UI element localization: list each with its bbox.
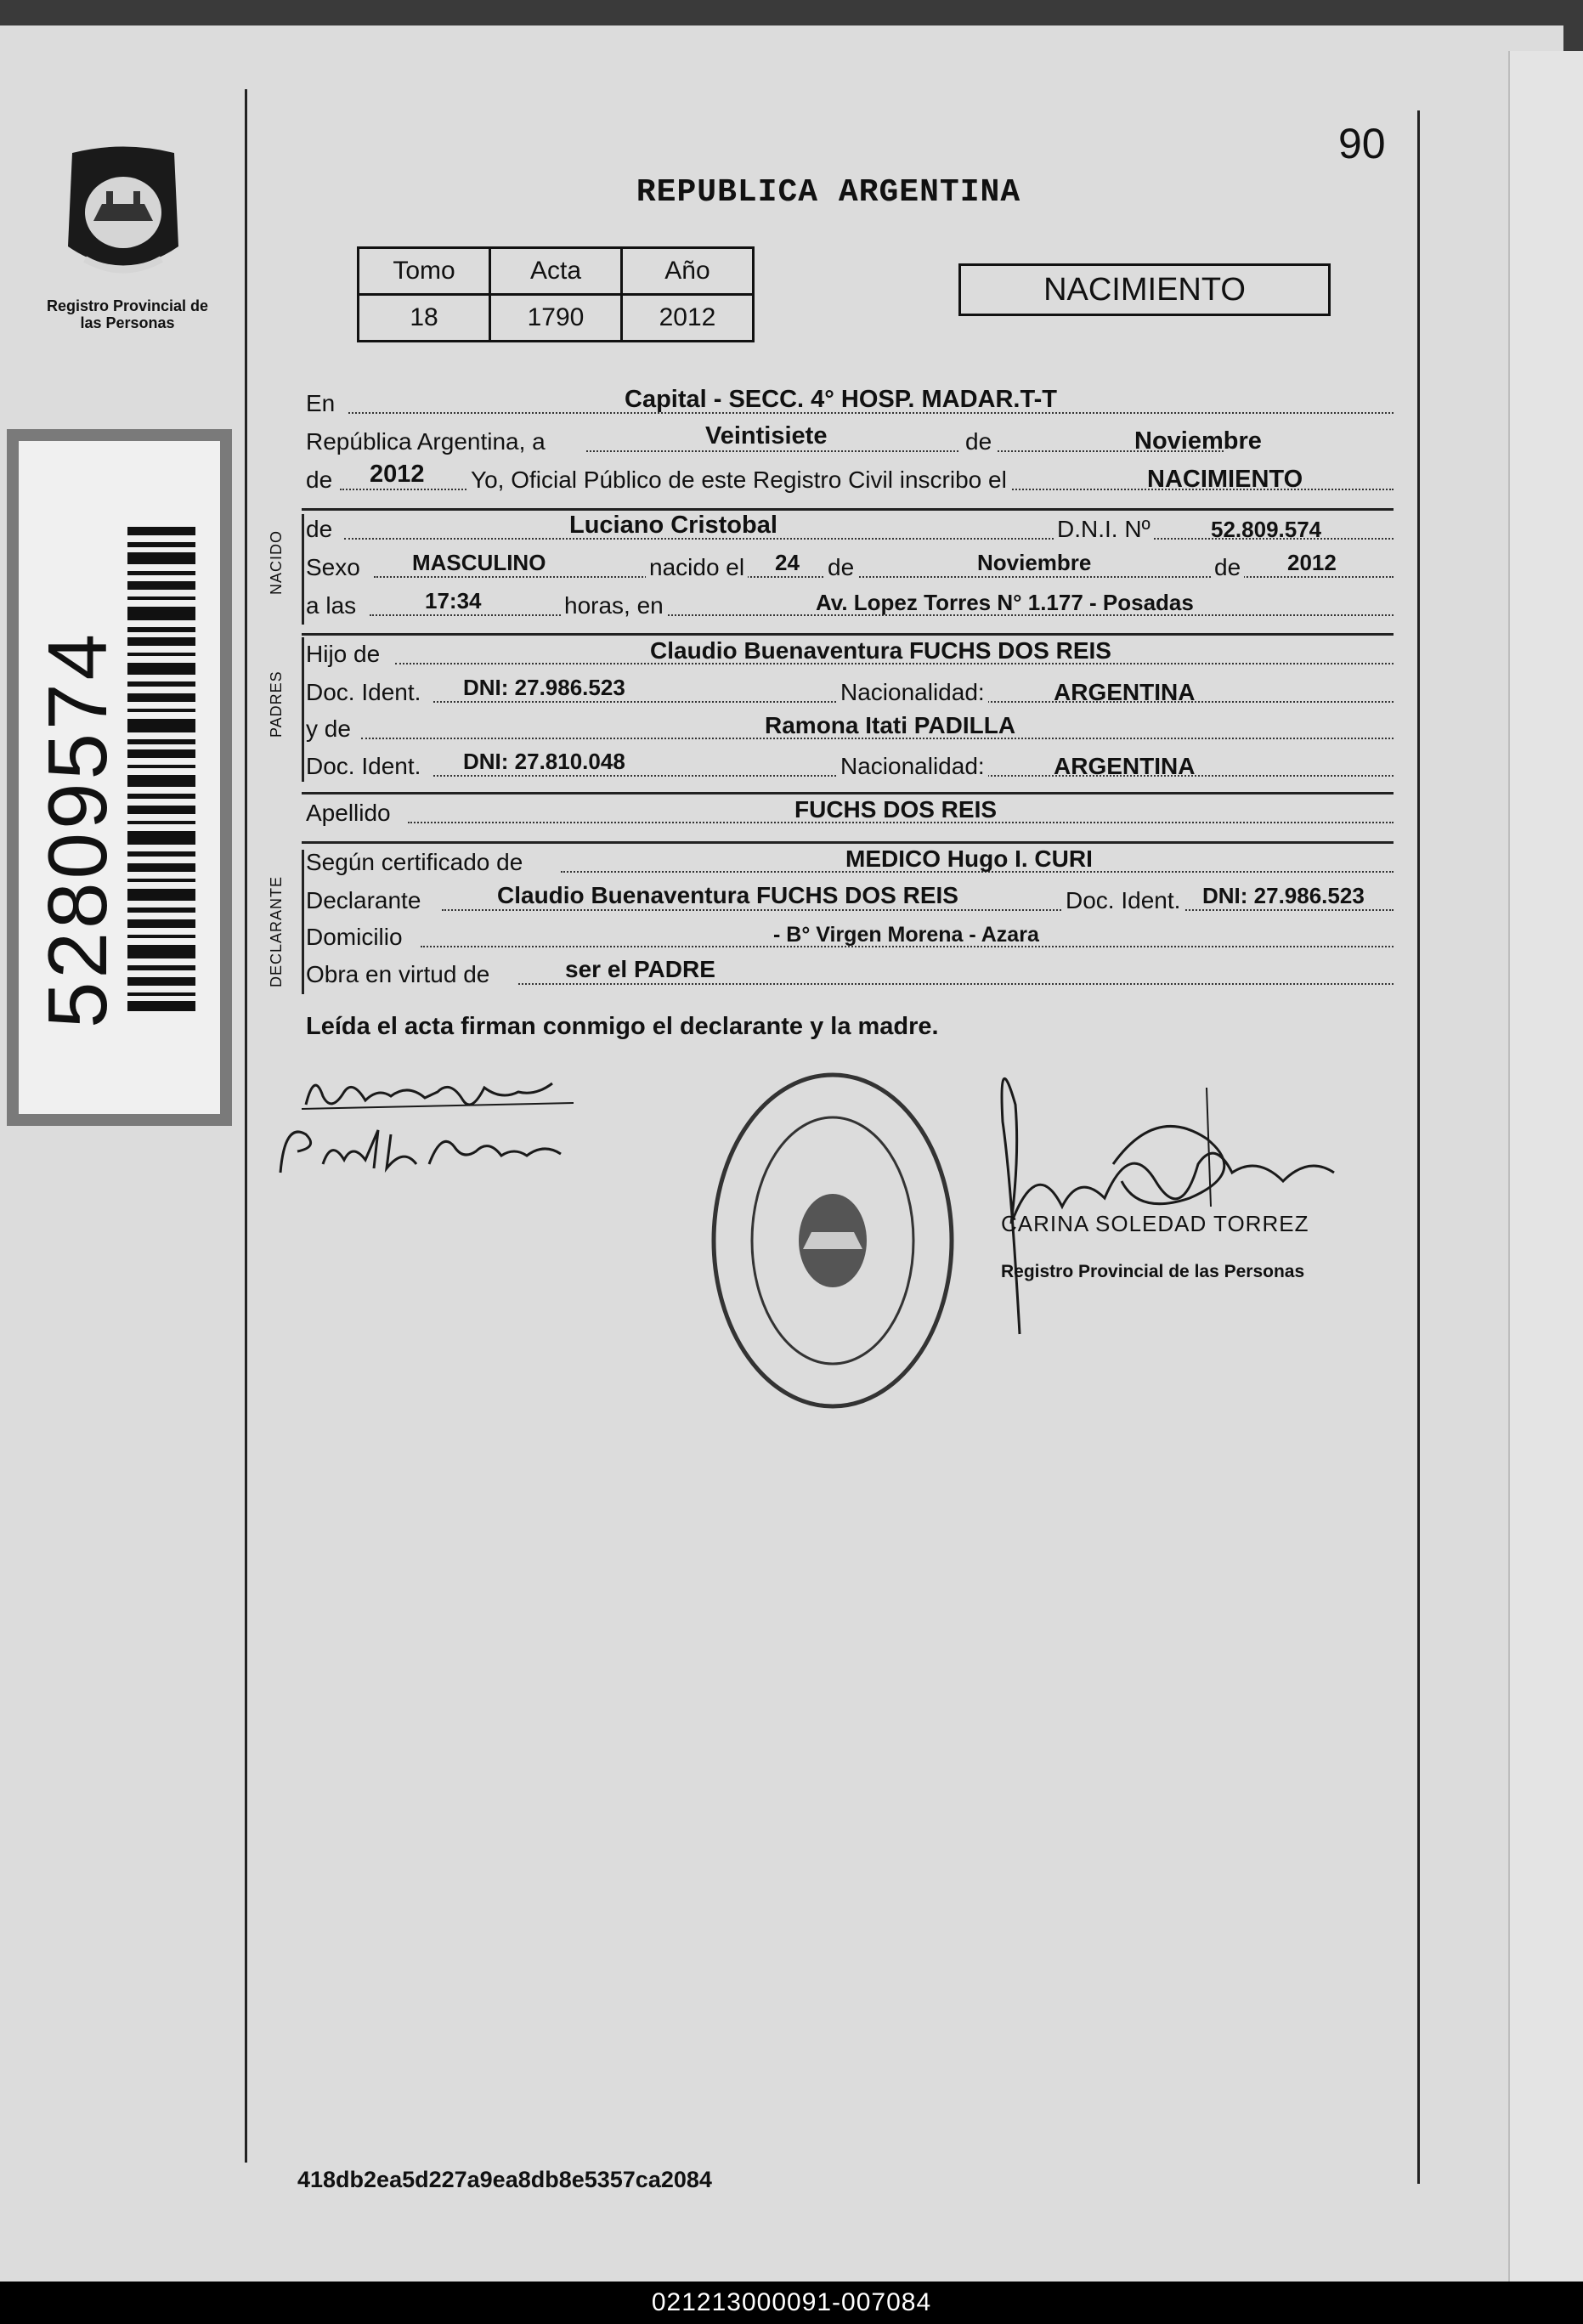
form-row-declarante (306, 884, 1394, 918)
header-ano: Año (622, 248, 754, 295)
label-cert: Según certificado de (306, 849, 523, 875)
sticker-number: 52809574 (31, 630, 124, 1028)
form-row-father (306, 637, 1394, 671)
value-birth-year: 2012 (1287, 550, 1337, 575)
value-birth-month: Noviembre (977, 550, 1092, 575)
form-row-date (306, 422, 1394, 459)
label-domicilio: Domicilio (306, 924, 403, 950)
value-father-nat: ARGENTINA (1054, 679, 1196, 705)
label-de: de (960, 428, 997, 455)
right-margin-line (1417, 110, 1420, 2184)
value-name: Luciano Cristobal (569, 512, 777, 539)
value-tomo: 18 (359, 295, 490, 342)
form-row-domicilio (306, 920, 1394, 954)
value-year: 2012 (370, 461, 425, 488)
header-tomo: Tomo (359, 248, 490, 295)
value-declarante: Claudio Buenaventura FUCHS DOS REIS (497, 882, 958, 908)
closing-text: Leída el acta firman conmigo el declarante y la madre. (306, 1013, 939, 1040)
label-horas: horas, en (561, 592, 667, 619)
value-act: NACIMIENTO (1147, 466, 1303, 493)
form-row-father-doc (306, 676, 1394, 710)
value-birth-day: 24 (775, 550, 800, 575)
label-en: En (306, 390, 336, 416)
label-oficial: Yo, Oficial Público de este Registro Civil inscribo el (467, 466, 1010, 494)
form-row-time (306, 589, 1394, 623)
label-de-birth2: de (1211, 554, 1244, 581)
value-mother-doc: DNI: 27.810.048 (463, 749, 625, 774)
label-hijo: Hijo de (306, 641, 381, 667)
value-month: Noviembre (1134, 427, 1262, 455)
value-father-doc: DNI: 27.986.523 (463, 675, 625, 700)
registrar-signature (986, 1054, 1343, 1347)
label-de-year: de (306, 466, 333, 493)
value-cert: MEDICO Hugo I. CURI (845, 845, 1093, 872)
form-row-name (306, 512, 1394, 546)
label-nat-mother: Nacionalidad: (837, 753, 988, 780)
divider (302, 508, 1394, 511)
label-sexo: Sexo (306, 554, 360, 580)
label-alas: a las (306, 592, 357, 619)
value-mother-nat: ARGENTINA (1054, 753, 1196, 779)
label-yde: y de (306, 715, 351, 742)
label-name: de (306, 516, 333, 542)
record-type-box: NACIMIENTO (958, 263, 1331, 316)
value-birthplace: Av. Lopez Torres N° 1.177 - Posadas (816, 590, 1194, 615)
value-time: 17:34 (425, 588, 482, 614)
page-edge (1508, 51, 1583, 2282)
label-declarante: Declarante (306, 887, 421, 913)
section-label-nacido: NACIDO (268, 529, 285, 595)
divider (302, 792, 1394, 794)
form-row-mother-doc (306, 749, 1394, 783)
value-acta: 1790 (490, 295, 622, 342)
document-title: REPUBLICA ARGENTINA (636, 174, 1021, 211)
value-apellido: FUCHS DOS REIS (794, 796, 998, 823)
value-father: Claudio Buenaventura FUCHS DOS REIS (650, 637, 1111, 664)
form-row-place (306, 387, 1394, 421)
barcode-icon (127, 527, 195, 1011)
value-mother: Ramona Itati PADILLA (765, 712, 1016, 738)
form-row-year (306, 463, 1394, 497)
section-label-declarante: DECLARANTE (268, 875, 285, 987)
value-day: Veintisiete (705, 422, 828, 450)
signer-name: CARINA SOLEDAD TORREZ (1001, 1211, 1309, 1236)
form-row-mother (306, 712, 1394, 746)
value-sexo: MASCULINO (412, 550, 546, 575)
section-bar (302, 850, 304, 994)
label-doc-mother: Doc. Ident. (306, 753, 421, 779)
value-domicilio: - B° Virgen Morena - Azara (773, 923, 1039, 947)
label-doc-father: Doc. Ident. (306, 679, 421, 705)
section-bar (302, 514, 304, 625)
header-acta: Acta (490, 248, 622, 295)
form-row-cert (306, 845, 1394, 879)
province-seal-icon (59, 144, 187, 289)
section-label-padres: PADRES (268, 670, 285, 738)
label-nacido: nacido el (646, 554, 748, 581)
label-obra: Obra en virtud de (306, 961, 490, 987)
value-ano: 2012 (622, 295, 754, 342)
label-apellido: Apellido (306, 800, 391, 826)
label-doc-declarante: Doc. Ident. (1062, 887, 1184, 914)
footer-code: 021213000091-007084 (651, 2288, 932, 2316)
value-dni: 52.809.574 (1211, 517, 1322, 542)
form-row-apellido (306, 796, 1394, 830)
value-obra: ser el PADRE (565, 956, 715, 982)
mother-signature (272, 1113, 569, 1185)
divider (302, 633, 1394, 636)
label-de-birth: de (824, 554, 857, 581)
label-nat-father: Nacionalidad: (837, 679, 988, 706)
value-declarante-doc: DNI: 27.986.523 (1202, 883, 1365, 908)
section-bar (302, 637, 304, 782)
label-dni: D.N.I. Nº (1054, 516, 1154, 543)
divider (302, 841, 1394, 844)
document-hash: 418db2ea5d227a9ea8db8e5357ca2084 (297, 2167, 712, 2192)
left-margin-line (245, 89, 247, 2163)
official-stamp-icon (705, 1071, 960, 1428)
value-place: Capital - SECC. 4° HOSP. MADAR.T-T (625, 386, 1057, 413)
page-number: 90 (1338, 120, 1386, 167)
label-republica: República Argentina, a (306, 428, 546, 455)
form-row-obra (306, 958, 1394, 992)
form-row-sex (306, 551, 1394, 585)
record-table (357, 246, 755, 342)
signer-org: Registro Provincial de las Personas (1001, 1262, 1305, 1281)
logo-caption: Registro Provincial de las Personas (46, 297, 209, 331)
